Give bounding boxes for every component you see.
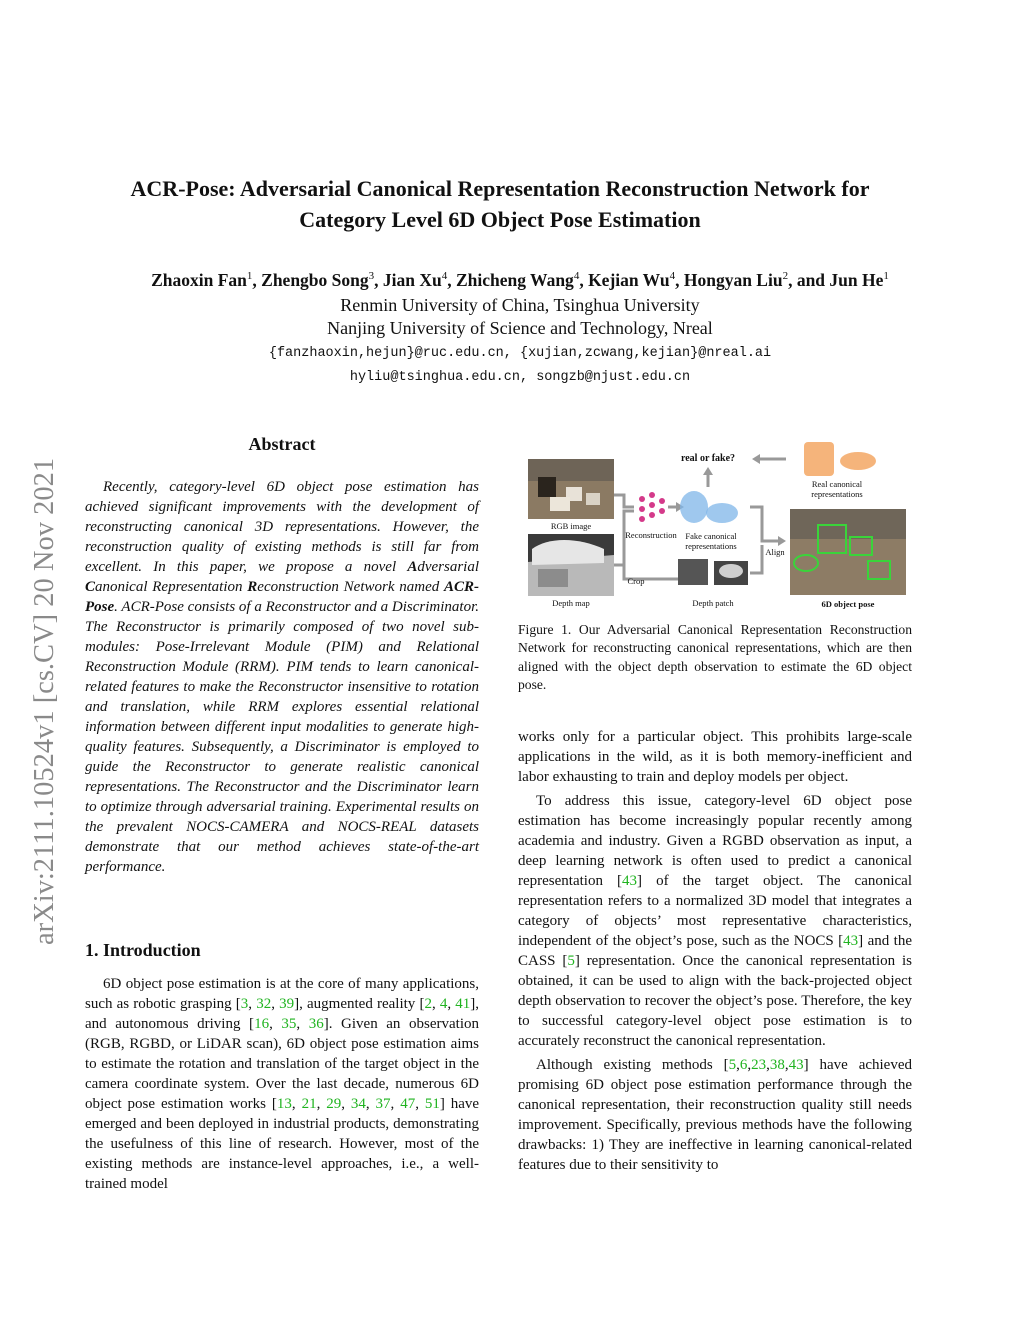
label-reconstruction: Reconstruction (625, 530, 677, 540)
fake-canonical-pointcloud (680, 491, 738, 523)
label-depth-patch: Depth patch (692, 598, 734, 608)
label-fake-canonical: Fake canonical representations (685, 531, 737, 551)
label-real-canonical: Real canonical representations (811, 479, 863, 499)
figure-1-caption: Figure 1. Our Adversarial Canonical Representation Reconstruction Network for reconstructing canonical representations, which are then aligned with the object depth observation to estimate the 6D object pose. (518, 622, 912, 693)
depth-patch-image (678, 559, 708, 585)
title-line-2: Category Level 6D Object Pose Estimation (299, 207, 701, 232)
label-rgb-image: RGB image (550, 521, 592, 531)
email-line-2: hyliu@tsinghua.edu.cn, songzb@njust.edu.cn (349, 370, 691, 385)
title-line-1: ACR-Pose: Adversarial Canonical Representation Reconstruction Network for (130, 176, 870, 201)
label-depth-map: Depth map (552, 598, 590, 608)
arxiv-identifier (20, 367, 60, 947)
paragraph-3: Although existing methods [5,6,23,38,43] have achieved promising 6D object pose estimation performance through the canonical representation, their reconstruction quality still needs improvement. Specifically, previous methods have the following drawbacks: 1) They are ineffective in learning canonical-related features due to their sensitivity to (518, 1057, 912, 1173)
author-list: Zhaoxin Fan$^1$, Zhengbo Song$^3$, Jian Xu$^4$, Zhicheng Wang$^4$, Kejian Wu$^4$, Hongyan Liu$^2$, and Jun He$^1$ (151, 270, 889, 290)
arxiv-id-text: arXiv:2111.10524v1 [cs.CV] 20 Nov 2021 (29, 457, 60, 945)
label-6d-pose: 6D object pose (821, 599, 875, 609)
label-crop: Crop (627, 576, 645, 586)
affiliation-line-2: Nanjing University of Science and Technology, Nreal (327, 318, 713, 338)
abstract-body: Recently, category-level 6D object pose estimation has achieved significant improvements with the development of reconstructing canonical 3D representations. However, the reconstruction quality of existing methods is still far from excellent. In this paper, we propose a novel Adversarial Canonical Representation Reconstruction Network named ACR-Pose. ACR-Pose consists of a Reconstructor and a Discriminator. The Reconstructor is primarily composed of two novel sub-modules: Pose-Irrelevant Module (PIM) and Relational Reconstruction Module (RRM). PIM tends to learn canonical-related features to make the Reconstructor insensitive to rotation and translation, while RRM explores essential relational information between different input modalities to generate high-quality features. Subsequently, a Discriminator is employed to guide the Reconstructor to generate realistic canonical representations. The Reconstructor and the Discriminator learn to optimize through adversarial training. Experimental results on the prevalent NOCS-CAMERA and NOCS-REAL datasets demonstrate that our method achieves state-of-the-art performance. (85, 479, 479, 875)
real-canonical-pointcloud (804, 442, 876, 476)
section-heading-introduction: 1. Introduction (85, 940, 201, 960)
right-column-body (518, 727, 912, 1175)
affiliation-line-1: Renmin University of China, Tsinghua University (340, 295, 700, 315)
network-glyph (639, 492, 665, 522)
paragraph-2: To address this issue, category-level 6D object pose estimation has become increasingly popular recently among academia and industry. Given a RGBD observation as input, a deep learning network is often used to predict a canonical representation [43] of the target object. The canonical representation refers to a normalized 3D model that integrates a category of objects’ most representative characteristics, independent of the object’s pose, such as the NOCS [43] and the CASS [5] representation. Once the canonical representation is obtained, it can be used to align with the back-projected object depth observation to recover the object’s pose. Therefore, the key to successful category-level object pose estimation is to accurately reconstruct the canonical representation. (518, 793, 912, 1049)
label-real-or-fake: real or fake? (680, 453, 736, 464)
intro-paragraph: 6D object pose estimation is at the core of many applications, such as robotic grasping [3, 32, 39], augmented reality [2, 4, 41], and autonomous driving [16, 35, 36]. Given an observation (RGB, RGBD, or LiDAR scan), 6D object pose estimation aims to estimate the rotation and translation of the target object in the camera coordinate system. Over the last decade, numerous 6D object pose estimation works [13, 21, 29, 34, 37, 47, 51] have emerged and been deployed in industrial products, demonstrating the usefulness of this line of research. However, most of the existing methods are instance-level approaches, i.e., a well-trained model (85, 976, 480, 1192)
paragraph-1: works only for a particular object. This prohibits large-scale applications in the wild, as it is both memory-inefficient and labor exhausting to train and deploy models per object. (518, 729, 912, 785)
label-align: Align (765, 547, 785, 557)
paper-title (60, 173, 940, 235)
email-line-1: {fanzhaoxin,hejun}@ruc.edu.cn, {xujian,zcwang,kejian}@nreal.ai (268, 346, 772, 361)
figure-1-diagram (518, 437, 916, 615)
abstract-heading: Abstract (248, 434, 316, 454)
